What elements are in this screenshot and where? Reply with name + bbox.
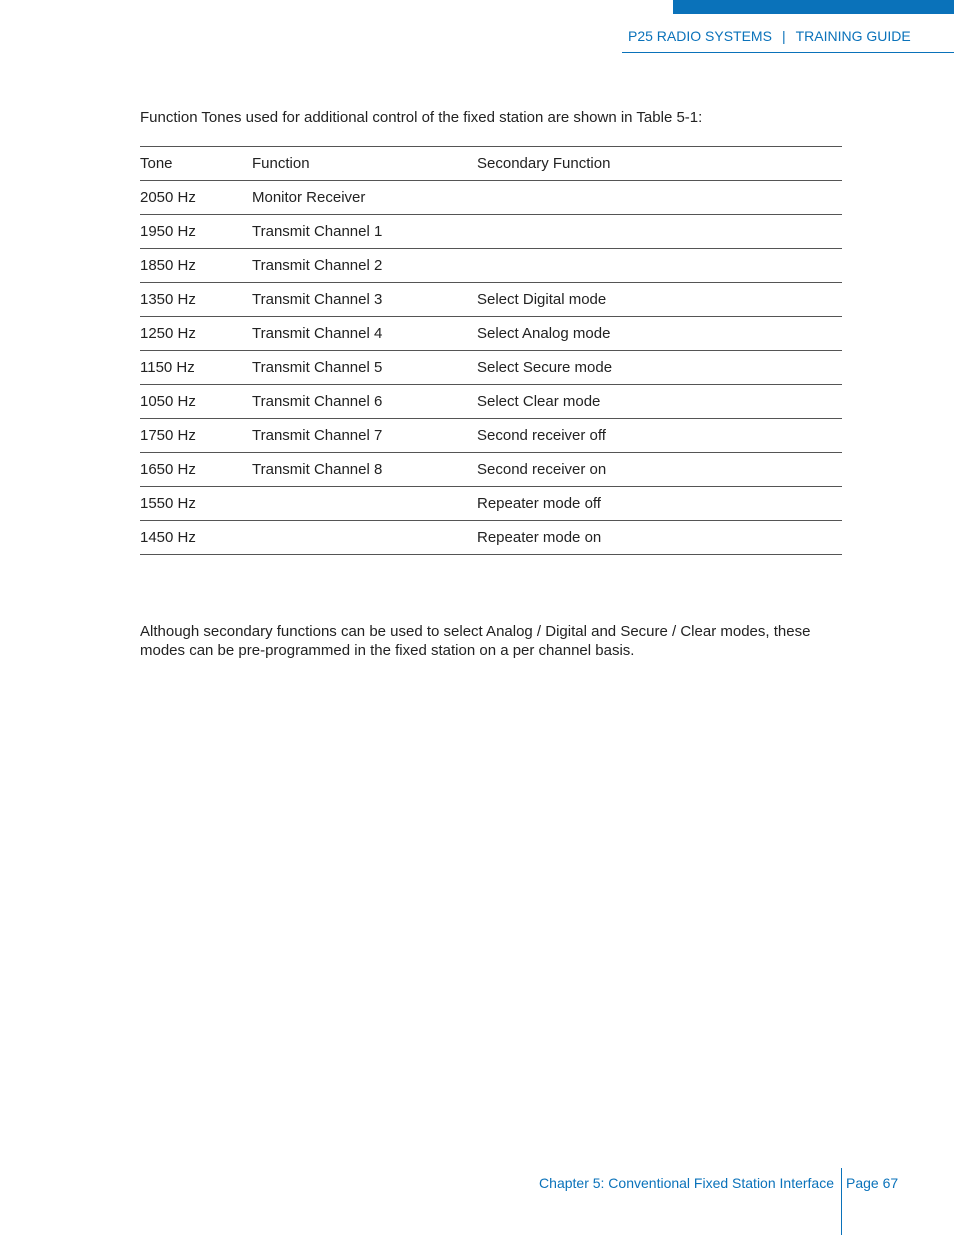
footer-page-number: Page 67 — [846, 1175, 899, 1191]
intro-paragraph: Function Tones used for additional control of the fixed station are shown in Table 5-1: — [140, 109, 703, 126]
table-row — [140, 453, 842, 487]
table-row — [140, 317, 842, 351]
cell-tone: 1950 Hz — [140, 215, 252, 249]
footer-chapter-title: Chapter 5: Conventional Fixed Station Interface — [539, 1175, 834, 1191]
cell-secondary-function — [477, 215, 842, 249]
header-tone: Tone — [140, 147, 252, 181]
cell-tone: 1850 Hz — [140, 249, 252, 283]
cell-secondary-function — [477, 249, 842, 283]
cell-function: Transmit Channel 6 — [252, 385, 477, 419]
cell-tone: 1650 Hz — [140, 453, 252, 487]
running-header — [622, 27, 954, 53]
cell-function: Transmit Channel 1 — [252, 215, 477, 249]
table-row — [140, 215, 842, 249]
note-paragraph: Although secondary functions can be used to select Analog / Digital and Secure / Clear modes, these modes can be pre-programmed in the fixed station on a per channel basis. — [140, 623, 811, 659]
table-row — [140, 181, 842, 215]
cell-secondary-function: Select Digital mode — [477, 283, 842, 317]
cell-tone: 1450 Hz — [140, 521, 252, 555]
table-header-row — [140, 147, 842, 181]
cell-function: Transmit Channel 8 — [252, 453, 477, 487]
header-function: Function — [252, 147, 477, 181]
cell-function: Transmit Channel 7 — [252, 419, 477, 453]
table-row — [140, 419, 842, 453]
header-accent-bar — [673, 0, 954, 14]
function-tones-table — [140, 146, 842, 555]
cell-function: Transmit Channel 2 — [252, 249, 477, 283]
cell-secondary-function — [477, 181, 842, 215]
cell-secondary-function: Select Analog mode — [477, 317, 842, 351]
cell-function: Transmit Channel 3 — [252, 283, 477, 317]
cell-tone: 1050 Hz — [140, 385, 252, 419]
cell-tone: 1250 Hz — [140, 317, 252, 351]
cell-function: Transmit Channel 4 — [252, 317, 477, 351]
cell-tone: 1550 Hz — [140, 487, 252, 521]
cell-tone: 2050 Hz — [140, 181, 252, 215]
cell-function: Monitor Receiver — [252, 181, 477, 215]
cell-secondary-function: Second receiver on — [477, 453, 842, 487]
cell-function: Transmit Channel 5 — [252, 351, 477, 385]
header-separator: | — [781, 28, 786, 44]
table-row — [140, 249, 842, 283]
cell-tone: 1750 Hz — [140, 419, 252, 453]
table-row — [140, 283, 842, 317]
cell-function — [252, 487, 477, 521]
header-guide-title: TRAINING GUIDE — [795, 28, 911, 44]
table-row — [140, 351, 842, 385]
table-row — [140, 521, 842, 555]
cell-secondary-function: Repeater mode off — [477, 487, 842, 521]
cell-tone: 1150 Hz — [140, 351, 252, 385]
cell-function — [252, 521, 477, 555]
cell-secondary-function: Select Clear mode — [477, 385, 842, 419]
table-row — [140, 487, 842, 521]
cell-secondary-function: Select Secure mode — [477, 351, 842, 385]
cell-secondary-function: Second receiver off — [477, 419, 842, 453]
table-row — [140, 385, 842, 419]
cell-tone: 1350 Hz — [140, 283, 252, 317]
cell-secondary-function: Repeater mode on — [477, 521, 842, 555]
header-doc-title: P25 RADIO SYSTEMS — [628, 28, 772, 44]
footer-divider — [841, 1168, 842, 1235]
header-secondary-function: Secondary Function — [477, 147, 842, 181]
